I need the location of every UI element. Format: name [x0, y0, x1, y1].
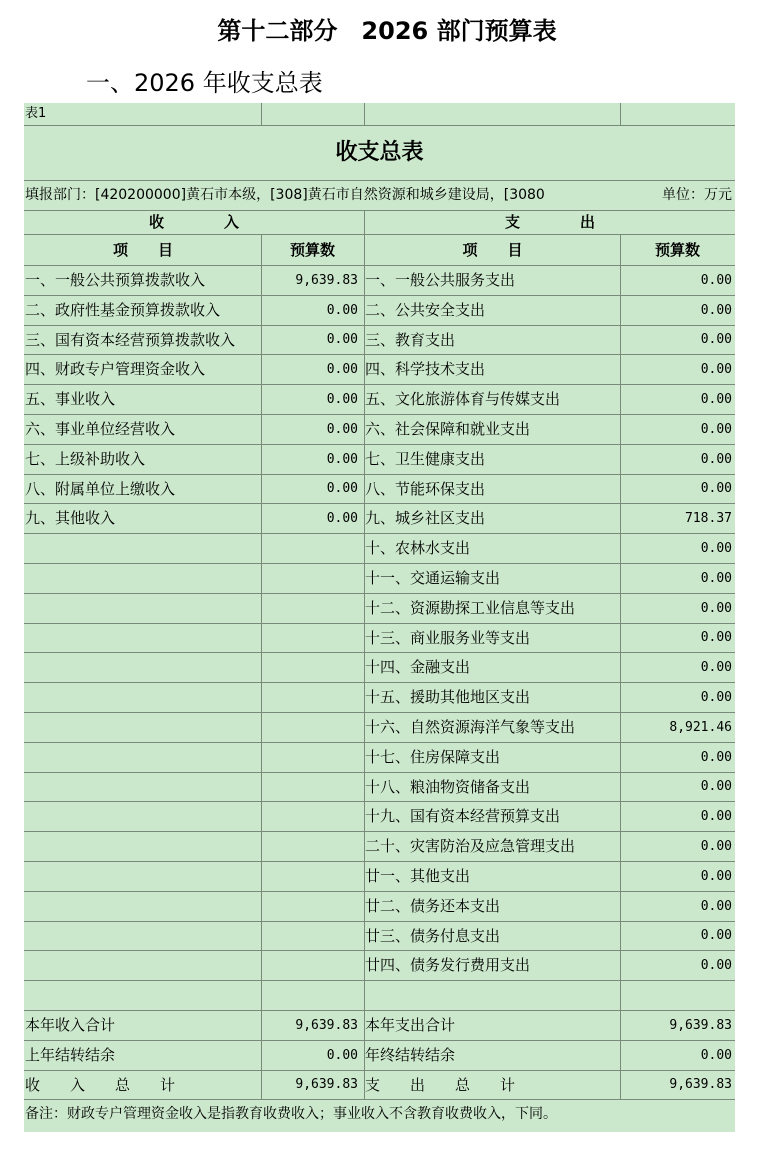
grid-line: [364, 415, 365, 444]
income-budget-cell: [261, 832, 361, 861]
grid-line: [261, 922, 262, 950]
income-budget-cell: 0.00: [326, 392, 358, 407]
grid-line: [364, 504, 365, 533]
expense-item-cell: 支 出 总 计: [365, 1076, 516, 1094]
table-row: [24, 594, 735, 624]
grid-line: [620, 862, 621, 891]
grid-line: [261, 683, 262, 712]
column-header-row: [24, 235, 735, 266]
expense-item-cell: 廿三、债务付息支出: [365, 927, 501, 945]
income-item-cell: [24, 653, 261, 682]
expense-item-cell: 六、社会保障和就业支出: [365, 420, 531, 438]
income-item-cell: 六、事业单位经营收入: [25, 420, 176, 438]
expense-budget-cell: 9,639.83: [669, 1018, 732, 1033]
expense-budget-cell: 0.00: [700, 1048, 732, 1063]
grid-line: [620, 1011, 621, 1040]
income-item-cell: [24, 743, 261, 772]
income-budget-header: 预算数: [289, 241, 335, 259]
grid-line: [364, 564, 365, 593]
grid-line: [620, 802, 621, 831]
income-budget-cell: 9,639.83: [295, 273, 358, 288]
expense-budget-cell: 0.00: [700, 422, 732, 437]
income-item-header: 项 目: [112, 241, 173, 259]
income-budget-cell: [261, 862, 361, 891]
expense-budget-header: 预算数: [654, 241, 700, 259]
grid-line: [261, 773, 262, 801]
grid-line: [261, 1071, 262, 1099]
income-item-cell: [24, 862, 261, 891]
expense-item-cell: 一、一般公共服务支出: [365, 271, 516, 289]
table-row: [24, 1071, 735, 1100]
income-budget-cell: [261, 743, 361, 772]
table-row: [24, 713, 735, 743]
table-row: [24, 1041, 735, 1071]
table-title: 收支总表: [335, 140, 424, 165]
expense-item-header: 项 目: [462, 241, 523, 259]
income-item-cell: [24, 951, 261, 980]
expense-budget-cell: 0.00: [700, 928, 732, 943]
grid-line: [364, 445, 365, 474]
income-item-cell: [24, 832, 261, 861]
grid-line: [364, 266, 365, 295]
grid-line: [364, 832, 365, 861]
table-row: [24, 475, 735, 504]
expense-budget-cell: 0.00: [700, 630, 732, 645]
grid-line: [261, 1041, 262, 1070]
expense-item-cell: 廿二、债务还本支出: [365, 897, 501, 915]
expense-item-cell: 十七、住房保障支出: [365, 748, 501, 766]
grid-line: [364, 951, 365, 980]
expense-budget-cell: 0.00: [700, 303, 732, 318]
table-number-row: [24, 103, 735, 126]
unit-label: 单位：万元: [662, 187, 732, 203]
expense-budget-cell: 0.00: [700, 392, 732, 407]
expense-budget-cell: 0.00: [700, 452, 732, 467]
table-row: [24, 1011, 735, 1041]
expense-budget-cell: 8,921.46: [669, 720, 732, 735]
income-budget-cell: [261, 713, 361, 742]
grid-line: [261, 653, 262, 682]
income-budget-cell: [261, 951, 361, 980]
table-row: [24, 653, 735, 683]
income-item-cell: [24, 981, 261, 1010]
expense-budget-cell: 9,639.83: [669, 1077, 732, 1092]
grid-line: [620, 773, 621, 801]
grid-line: [620, 504, 621, 533]
expense-budget-cell: [620, 981, 735, 1010]
grid-line: [364, 922, 365, 950]
expense-budget-cell: 718.37: [685, 511, 732, 526]
grid-line: [261, 802, 262, 831]
income-item-cell: [24, 922, 261, 950]
table-row: [24, 922, 735, 951]
expense-budget-cell: 0.00: [700, 899, 732, 914]
grid-line: [620, 594, 621, 623]
grid-line: [261, 326, 262, 354]
grid-line: [261, 296, 262, 325]
grid-line: [620, 415, 621, 444]
footnote: 备注：财政专户管理资金收入是指教育收费收入；事业收入不含教育收费收入，下同。: [25, 1106, 557, 1122]
grid-line: [261, 103, 262, 125]
expense-budget-cell: 0.00: [700, 750, 732, 765]
income-item-cell: 五、事业收入: [25, 390, 116, 408]
expense-item-cell: 十六、自然资源海洋气象等支出: [365, 718, 576, 736]
expense-budget-cell: 0.00: [700, 690, 732, 705]
section-header-row: [24, 211, 735, 235]
grid-line: [620, 743, 621, 772]
income-item-cell: [24, 683, 261, 712]
expense-budget-cell: 0.00: [700, 839, 732, 854]
grid-line: [620, 653, 621, 682]
expense-budget-cell: 0.00: [700, 362, 732, 377]
grid-line: [261, 951, 262, 980]
table-row: [24, 564, 735, 594]
expense-item-cell: 十一、交通运输支出: [365, 569, 501, 587]
grid-line: [364, 1071, 365, 1099]
grid-line: [620, 326, 621, 354]
grid-line: [364, 802, 365, 831]
table-row: [24, 504, 735, 534]
grid-line: [364, 624, 365, 652]
income-budget-cell: 0.00: [326, 422, 358, 437]
income-budget-cell: [261, 773, 361, 801]
grid-line: [261, 385, 262, 414]
expense-item-cell: 十八、粮油物资储备支出: [365, 778, 531, 796]
income-budget-cell: 0.00: [326, 452, 358, 467]
income-item-cell: [24, 534, 261, 563]
income-item-cell: 一、一般公共预算拨款收入: [25, 271, 206, 289]
grid-line: [364, 235, 365, 265]
grid-line: [620, 981, 621, 1010]
grid-line: [620, 713, 621, 742]
grid-line: [261, 564, 262, 593]
income-budget-cell: 0.00: [326, 511, 358, 526]
expense-item-cell: [364, 981, 620, 1010]
grid-line: [620, 445, 621, 474]
income-budget-cell: [261, 892, 361, 921]
grid-line: [620, 564, 621, 593]
page-title: 第十二部分 2026 部门预算表: [217, 17, 557, 45]
table-title-row: [24, 126, 735, 181]
expense-item-cell: 九、城乡社区支出: [365, 509, 486, 527]
grid-line: [620, 624, 621, 652]
income-budget-cell: [261, 922, 361, 950]
table-row: [24, 296, 735, 326]
note-row: [24, 1100, 735, 1129]
grid-line: [261, 892, 262, 921]
grid-line: [364, 862, 365, 891]
grid-line: [261, 1011, 262, 1040]
grid-line: [364, 713, 365, 742]
grid-line: [261, 355, 262, 384]
page-subtitle: 一、2026 年收支总表: [86, 69, 323, 97]
grid-line: [620, 355, 621, 384]
income-budget-cell: [261, 534, 361, 563]
grid-line: [261, 235, 262, 265]
grid-line: [364, 326, 365, 354]
grid-line: [620, 103, 621, 125]
table-row: [24, 802, 735, 832]
table-number: 表1: [25, 106, 47, 121]
income-budget-cell: 9,639.83: [295, 1018, 358, 1033]
income-item-cell: 二、政府性基金预算拨款收入: [25, 301, 221, 319]
grid-line: [261, 504, 262, 533]
grid-line: [364, 103, 365, 125]
income-item-cell: [24, 594, 261, 623]
table-row: [24, 773, 735, 802]
expense-item-cell: 十四、金融支出: [365, 658, 471, 676]
expense-item-cell: 四、科学技术支出: [365, 360, 486, 378]
expense-budget-cell: 0.00: [700, 332, 732, 347]
expense-budget-cell: 0.00: [700, 273, 732, 288]
income-item-cell: 三、国有资本经营预算拨款收入: [25, 331, 236, 349]
table-row: [24, 445, 735, 475]
table-row: [24, 951, 735, 981]
expense-budget-cell: 0.00: [700, 869, 732, 884]
expense-budget-cell: 0.00: [700, 809, 732, 824]
dept-label: 填报部门：[420200000]黄石市本级，[308]黄石市自然资源和城乡建设局，[3080: [25, 187, 545, 203]
income-item-cell: 八、附属单位上缴收入: [25, 480, 176, 498]
grid-line: [620, 892, 621, 921]
grid-line: [620, 534, 621, 563]
grid-line: [261, 594, 262, 623]
grid-line: [620, 951, 621, 980]
table-row: [24, 534, 735, 564]
grid-line: [364, 892, 365, 921]
income-item-cell: [24, 713, 261, 742]
expense-item-cell: 八、节能环保支出: [365, 480, 486, 498]
grid-line: [364, 594, 365, 623]
expense-item-cell: 本年支出合计: [365, 1016, 456, 1034]
income-budget-cell: [261, 564, 361, 593]
grid-line: [261, 534, 262, 563]
expense-item-cell: 年终结转结余: [365, 1046, 456, 1064]
table-row: [24, 266, 735, 296]
grid-line: [620, 296, 621, 325]
grid-line: [364, 653, 365, 682]
expense-item-cell: 十、农林水支出: [365, 539, 471, 557]
budget-sheet: [24, 103, 735, 1132]
income-item-cell: 四、财政专户管理资金收入: [25, 360, 206, 378]
grid-line: [261, 266, 262, 295]
expense-item-cell: 三、教育支出: [365, 331, 456, 349]
income-item-cell: [24, 773, 261, 801]
grid-line: [261, 743, 262, 772]
expense-item-cell: 十九、国有资本经营预算支出: [365, 807, 561, 825]
table-row: [24, 832, 735, 862]
grid-line: [364, 1011, 365, 1040]
expense-item-cell: 十五、援助其他地区支出: [365, 688, 531, 706]
dept-row: [24, 181, 735, 211]
table-row: [24, 326, 735, 355]
expense-budget-cell: 0.00: [700, 779, 732, 794]
table-row: [24, 743, 735, 773]
grid-line: [620, 683, 621, 712]
grid-line: [620, 832, 621, 861]
grid-line: [620, 475, 621, 503]
income-item-cell: 本年收入合计: [25, 1016, 116, 1034]
income-item-cell: [24, 892, 261, 921]
expense-item-cell: 廿四、债务发行费用支出: [365, 956, 531, 974]
expense-item-cell: 二、公共安全支出: [365, 301, 486, 319]
expense-budget-cell: 0.00: [700, 660, 732, 675]
expense-item-cell: 十三、商业服务业等支出: [365, 629, 531, 647]
expense-budget-cell: 0.00: [700, 571, 732, 586]
grid-line: [364, 773, 365, 801]
income-item-cell: 收 入 总 计: [25, 1076, 176, 1094]
expense-header: 支 出: [504, 213, 595, 231]
income-item-cell: 七、上级补助收入: [25, 450, 146, 468]
grid-line: [364, 385, 365, 414]
grid-line: [364, 683, 365, 712]
income-budget-cell: [261, 802, 361, 831]
expense-item-cell: 七、卫生健康支出: [365, 450, 486, 468]
income-item-cell: [24, 802, 261, 831]
income-budget-cell: 9,639.83: [295, 1077, 358, 1092]
grid-line: [261, 862, 262, 891]
income-header: 收 入: [148, 213, 239, 231]
income-budget-cell: [261, 653, 361, 682]
income-item-cell: 上年结转结余: [25, 1046, 116, 1064]
expense-item-cell: 十二、资源勘探工业信息等支出: [365, 599, 576, 617]
table-row: [24, 892, 735, 922]
expense-budget-cell: 0.00: [700, 601, 732, 616]
income-budget-cell: [261, 683, 361, 712]
grid-line: [261, 624, 262, 652]
expense-item-cell: 二十、灾害防治及应急管理支出: [365, 837, 576, 855]
grid-line: [261, 713, 262, 742]
income-budget-cell: 0.00: [326, 332, 358, 347]
grid-line: [620, 266, 621, 295]
grid-line: [620, 235, 621, 265]
table-row: [24, 624, 735, 653]
grid-line: [261, 981, 262, 1010]
grid-line: [364, 355, 365, 384]
income-budget-cell: 0.00: [326, 1048, 358, 1063]
income-item-cell: [24, 564, 261, 593]
grid-line: [261, 475, 262, 503]
expense-budget-cell: 0.00: [700, 958, 732, 973]
grid-line: [620, 1041, 621, 1070]
grid-line: [620, 922, 621, 950]
grid-line: [364, 475, 365, 503]
grid-line: [364, 296, 365, 325]
grid-line: [364, 743, 365, 772]
grid-line: [364, 1041, 365, 1070]
income-budget-cell: [261, 594, 361, 623]
table-row: [24, 415, 735, 445]
income-budget-cell: [261, 624, 361, 652]
income-budget-cell: [261, 981, 361, 1010]
income-item-cell: 九、其他收入: [25, 509, 116, 527]
expense-item-cell: 五、文化旅游体育与传媒支出: [365, 390, 561, 408]
expense-budget-cell: 0.00: [700, 481, 732, 496]
grid-line: [261, 832, 262, 861]
grid-line: [261, 445, 262, 474]
grid-line: [620, 385, 621, 414]
grid-line: [620, 1071, 621, 1099]
income-budget-cell: 0.00: [326, 481, 358, 496]
grid-line: [364, 534, 365, 563]
table-row: [24, 862, 735, 892]
table-row: [24, 355, 735, 385]
income-item-cell: [24, 624, 261, 652]
expense-budget-cell: 0.00: [700, 541, 732, 556]
income-budget-cell: 0.00: [326, 303, 358, 318]
grid-line: [364, 981, 365, 1010]
table-row: [24, 683, 735, 713]
grid-line: [261, 415, 262, 444]
table-row: [24, 981, 735, 1011]
expense-item-cell: 廿一、其他支出: [365, 867, 471, 885]
income-budget-cell: 0.00: [326, 362, 358, 377]
table-row: [24, 385, 735, 415]
